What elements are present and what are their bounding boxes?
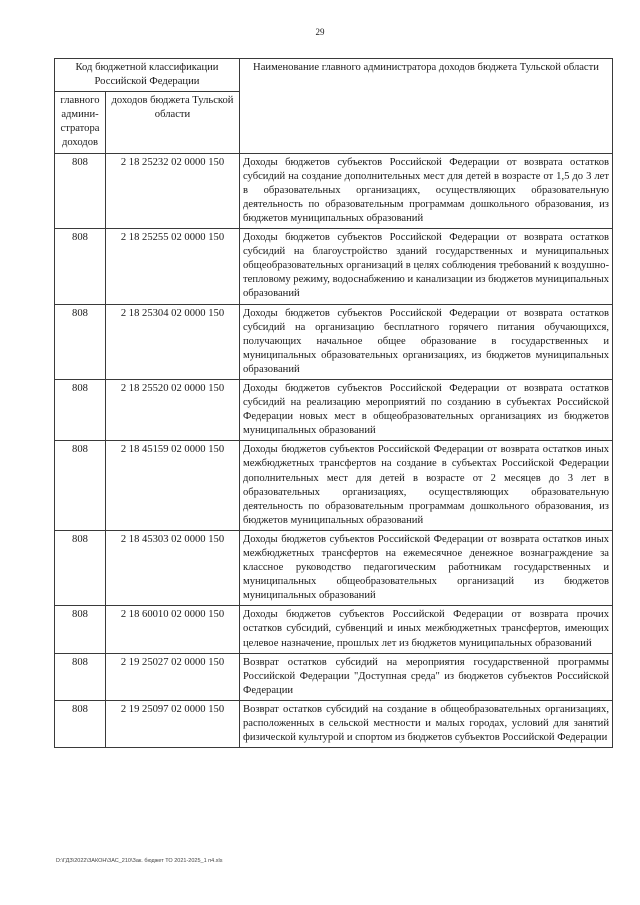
admin-code-cell: 808	[55, 379, 106, 440]
budget-code-cell: 2 18 60010 02 0000 150	[106, 606, 240, 653]
budget-code-cell: 2 18 45303 02 0000 150	[106, 530, 240, 605]
table-row	[55, 379, 613, 440]
income-name-cell: Возврат остатков субсидий на создание в общеобразовательных организациях, расположенных в сельской местности и малых городах, условий для занятий физической культурой и спортом из бюджетов субъектов Российской Федерации	[240, 700, 613, 747]
table-row	[55, 229, 613, 304]
admin-code-cell: 808	[55, 653, 106, 700]
file-path-footer: D:\ГДЗ\2022\ЗАКОН\ЗАС_210\Зак. бюджет ТО 2021-2025_1 п4.xls	[56, 858, 223, 864]
code-group-header: Код бюджетной классификации Российской Федерации	[55, 59, 240, 92]
table-row	[55, 653, 613, 700]
admin-code-cell: 808	[55, 530, 106, 605]
admin-code-cell: 808	[55, 153, 106, 228]
income-column-header: доходов бюджета Тульской области	[106, 92, 240, 153]
income-name-cell: Доходы бюджетов субъектов Российской Федерации от возврата прочих остатков субсидий, субвенций и иных межбюджетных трансфертов, имеющих целевое назначение, прошлых лет из бюджетов муниципальных образований	[240, 606, 613, 653]
header-row	[55, 59, 613, 92]
budget-classification-table	[54, 58, 613, 748]
budget-code-cell: 2 19 25027 02 0000 150	[106, 653, 240, 700]
table-row	[55, 304, 613, 379]
income-name-cell: Доходы бюджетов субъектов Российской Федерации от возврата остатков иных межбюджетных трансфертов на создание в субъектах Российской Федерации дополнительных мест для детей в возрасте от 2 месяцев до 3 лет в образовательных организациях, осуществляющих образовательную деятельность по образовательным программам дошкольного образования, из бюджетов муниципальных образований	[240, 441, 613, 531]
admin-code-cell: 808	[55, 606, 106, 653]
admin-code-cell: 808	[55, 700, 106, 747]
admin-code-cell: 808	[55, 304, 106, 379]
income-name-cell: Доходы бюджетов субъектов Российской Федерации от возврата остатков иных межбюджетных трансфертов на ежемесячное денежное вознаграждение за классное руководство педагогическим работникам государственных и муниципальных общеобразовательных организаций из бюджетов муниципальных образований	[240, 530, 613, 605]
table-row	[55, 153, 613, 228]
admin-code-cell: 808	[55, 229, 106, 304]
admin-column-header: главного админи-стратора доходов	[55, 92, 106, 153]
income-name-cell: Доходы бюджетов субъектов Российской Федерации от возврата остатков субсидий на организацию бесплатного горячего питания обучающихся, получающих начальное общее образование в государственных и муниципальных образовательных организациях, из бюджетов муниципальных образований	[240, 304, 613, 379]
budget-code-cell: 2 18 25255 02 0000 150	[106, 229, 240, 304]
income-name-cell: Доходы бюджетов субъектов Российской Федерации от возврата остатков субсидий на создание дополнительных мест для детей в возрасте от 1,5 до 3 лет в образовательных организациях, осуществляющих образовательную деятельность по образовательным программам дошкольного образования, из бюджетов муниципальных образований	[240, 153, 613, 228]
name-column-header: Наименование главного администратора доходов бюджета Тульской области	[240, 59, 613, 154]
income-name-cell: Возврат остатков субсидий на мероприятия государственной программы Российской Федерации "Доступная среда" из бюджетов субъектов Российской Федерации	[240, 653, 613, 700]
table-row	[55, 441, 613, 531]
budget-code-cell: 2 18 25520 02 0000 150	[106, 379, 240, 440]
income-name-cell: Доходы бюджетов субъектов Российской Федерации от возврата остатков субсидий на благоустройство зданий государственных и муниципальных общеобразовательных организаций в целях соблюдения требований к воздушно-тепловому режиму, водоснабжению и канализации из бюджетов муниципальных образований	[240, 229, 613, 304]
admin-code-cell: 808	[55, 441, 106, 531]
budget-code-cell: 2 18 25232 02 0000 150	[106, 153, 240, 228]
income-name-cell: Доходы бюджетов субъектов Российской Федерации от возврата остатков субсидий на реализацию мероприятий по созданию в субъектах Российской Федерации новых мест в общеобразовательных организациях из бюджетов муниципальных образований	[240, 379, 613, 440]
budget-code-cell: 2 18 25304 02 0000 150	[106, 304, 240, 379]
table-row	[55, 530, 613, 605]
table-row	[55, 606, 613, 653]
budget-code-cell: 2 18 45159 02 0000 150	[106, 441, 240, 531]
table-row	[55, 700, 613, 747]
budget-code-cell: 2 19 25097 02 0000 150	[106, 700, 240, 747]
page-number: 29	[315, 27, 325, 37]
